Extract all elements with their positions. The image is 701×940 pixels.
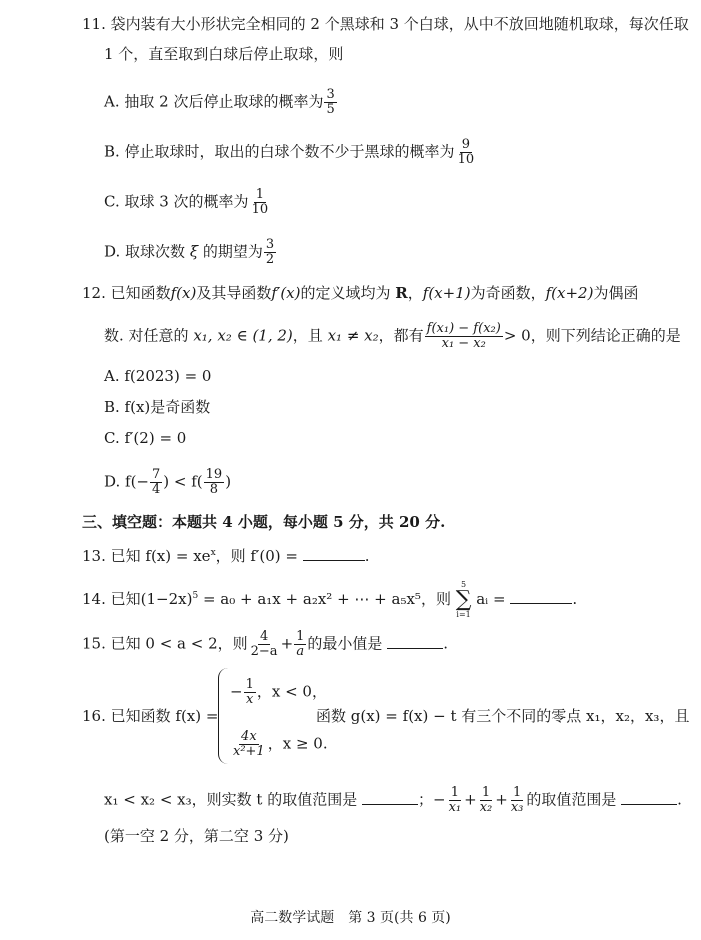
q14-answer-blank[interactable] xyxy=(510,589,572,604)
q13-post: ，则 f′(0) = xyxy=(215,547,298,565)
q14-sig-top: 5 xyxy=(461,580,467,589)
q11-option-b-fraction xyxy=(456,138,477,167)
q12-l2-d: > 0，则下列结论正确的是 xyxy=(503,326,681,345)
q14-pre: 14. 已知(1−2x) xyxy=(82,590,193,608)
q16-c1-sign: − xyxy=(230,682,243,701)
q11-b-den: 10 xyxy=(457,152,475,167)
q12-l1-b: 及其导函数 xyxy=(196,284,272,302)
q15-end: . xyxy=(443,634,448,653)
q11-option-a-text: A. 抽取 2 次后停止取球的概率为 xyxy=(104,92,324,111)
q16-f3 xyxy=(509,786,526,815)
q13-sup: x xyxy=(210,548,216,558)
q16-f2d: x₂ xyxy=(479,800,493,815)
q11-d-num: 3 xyxy=(265,237,275,252)
q15-n1: 4 xyxy=(259,629,269,644)
q14 xyxy=(82,580,577,620)
q16-c1-num: 1 xyxy=(245,677,254,692)
q12-l2-b: ，且 xyxy=(292,326,323,345)
q11-option-c-text: C. 取球 3 次的概率为 xyxy=(104,192,249,211)
q16-answer-blank-2[interactable] xyxy=(621,790,677,805)
q12-l1-d: ， xyxy=(407,284,423,302)
section3-heading: 三、填空题：本题共 4 小题，每小题 5 分，共 20 分. xyxy=(82,513,446,531)
q16-c2-cond: ，x ≥ 0. xyxy=(267,734,328,753)
q16-f1n: 1 xyxy=(450,785,459,800)
q16-c2-den: x²+1 xyxy=(233,744,265,759)
q12-l2-neq: x₁ ≠ x₂ xyxy=(327,326,379,345)
q13-answer-blank[interactable] xyxy=(303,546,365,561)
q16-end: . xyxy=(677,790,682,809)
q12-l2-vars: x₁, x₂ ∈ (1, 2) xyxy=(193,326,293,345)
q11-option-c xyxy=(104,188,271,217)
q12-difference-quotient xyxy=(425,322,503,351)
q12-d-mid: ) < f( xyxy=(163,472,203,491)
q16-piecewise-brace xyxy=(218,668,229,764)
q16-c1-den: x xyxy=(246,692,254,707)
q12-stem-line1 xyxy=(82,283,638,303)
q12-f-x1: f(x+1) xyxy=(422,284,471,302)
q13-end: . xyxy=(364,547,370,565)
q12-stem-line2 xyxy=(104,322,681,351)
q16-l3-pre: x₁ < x₂ < x₃，则实数 t 的取值范围是 xyxy=(104,790,358,809)
q16-line3 xyxy=(104,786,682,815)
q15-d1: 2−a xyxy=(250,644,278,659)
q12-d-pre: D. f(− xyxy=(104,472,149,491)
q14-sig-bot: i=1 xyxy=(456,610,471,619)
q15-pre: 15. 已知 0 < a < 2，则 xyxy=(82,634,248,653)
q12-d-d2: 8 xyxy=(209,482,219,497)
q16-pre: 16. 已知函数 f(x) = xyxy=(82,707,219,725)
q16-l3-semi: ；− xyxy=(417,790,446,809)
q12-option-a: A. f(2023) = 0 xyxy=(104,367,212,385)
q12-d-n1: 7 xyxy=(152,467,161,482)
q11-option-b xyxy=(104,138,477,167)
q12-fprime-x: f′(x) xyxy=(271,284,301,302)
q12-d-frac1 xyxy=(150,468,162,497)
q11-stem-line2: 1 个，直至取到白球后停止取球，则 xyxy=(104,45,344,63)
q16-plus1: + xyxy=(464,790,477,809)
q12-f-x: f(x) xyxy=(170,284,197,302)
q12-frac-num: f(x₁) − f(x₂) xyxy=(426,321,501,336)
q16-f2n: 1 xyxy=(481,785,491,800)
q14-pow: 5 xyxy=(192,591,199,601)
page-footer: 高二数学试题 第 3 页(共 6 页) xyxy=(250,910,451,926)
q11-d-den: 2 xyxy=(265,252,275,267)
q16-case2 xyxy=(230,730,328,759)
q16-answer-blank-1[interactable] xyxy=(362,790,418,805)
q16-f3n: 1 xyxy=(512,785,522,800)
q16-case1 xyxy=(230,678,327,707)
q12-frac-den: x₁ − x₂ xyxy=(441,336,486,351)
q16-f1d: x₁ xyxy=(448,800,462,815)
q15-n2: 1 xyxy=(296,629,305,644)
q16-l3-post: 的取值范围是 xyxy=(526,790,617,809)
q16-f1 xyxy=(447,786,464,815)
q15 xyxy=(82,630,448,659)
q11-option-d-fraction xyxy=(264,238,276,267)
q11-c-num: 1 xyxy=(255,187,264,202)
q12-d-frac2 xyxy=(204,468,225,497)
q13-pre: 13. 已知 f(x) = xe xyxy=(82,547,211,565)
q15-plus: + xyxy=(280,634,294,653)
q14-end: . xyxy=(572,590,578,608)
q14-ai: aᵢ = xyxy=(476,590,506,608)
q12-l1-f: 为偶函 xyxy=(593,284,639,302)
q16-score-note: (第一空 2 分，第二空 3 分) xyxy=(104,827,289,845)
q14-summation xyxy=(456,580,472,620)
q12-f-x2: f(x+2) xyxy=(545,284,594,302)
q16-c1-frac xyxy=(244,678,256,707)
q11-c-den: 10 xyxy=(251,202,269,217)
q11-stem-line1: 11. 袋内装有大小形状完全相同的 2 个黑球和 3 个白球，从中不放回地随机取球，每次任取 xyxy=(82,15,689,33)
q12-l1-e: 为奇函数， xyxy=(470,284,546,302)
q11-a-num: 3 xyxy=(326,87,335,102)
q12-l2-a: 数. 对任意的 xyxy=(104,326,189,345)
q12-option-b: B. f(x)是奇函数 xyxy=(104,398,211,416)
q11-a-den: 5 xyxy=(326,102,335,117)
q12-l2-c: ，都有 xyxy=(378,326,424,345)
q15-frac2 xyxy=(294,630,306,659)
q16-f2 xyxy=(478,786,495,815)
q16-f3d: x₃ xyxy=(510,800,524,815)
q12-real-set: R xyxy=(395,284,408,302)
q11-option-c-fraction xyxy=(250,188,271,217)
q11-option-a-fraction xyxy=(324,88,336,117)
q11-option-d-text2: 的期望为 xyxy=(202,242,263,261)
q15-post: 的最小值是 xyxy=(307,634,383,653)
q14-mid: = a₀ + a₁x + a₂x² + ⋯ + a₅x⁵，则 xyxy=(198,590,451,608)
sigma-icon: ∑ xyxy=(455,587,472,612)
q16-rest: 函数 g(x) = f(x) − t 有三个不同的零点 x₁，x₂，x₃，且 xyxy=(316,707,690,725)
q16-plus2: + xyxy=(495,790,508,809)
q11-b-num: 9 xyxy=(461,137,470,152)
q12-option-c: C. f′(2) = 0 xyxy=(104,429,187,447)
q12-option-d xyxy=(104,468,231,497)
q16-c2-num: 4x xyxy=(241,729,257,744)
q12-l1-c: 的定义域均为 xyxy=(300,284,391,302)
q16-c1-cond: ，x < 0， xyxy=(256,682,327,701)
q12-l1-a: 12. 已知函数 xyxy=(82,284,171,302)
q16-c2-frac xyxy=(231,730,267,759)
q15-frac1 xyxy=(249,630,280,659)
q11-option-d xyxy=(104,238,277,267)
q12-d-n2: 19 xyxy=(205,467,223,482)
q12-d-d1: 4 xyxy=(152,482,161,497)
q11-option-d-text1: D. 取球次数 xyxy=(104,242,186,261)
q11-option-d-var: ξ xyxy=(189,242,199,261)
q15-d2: a xyxy=(296,644,305,659)
q11-option-b-text: B. 停止取球时，取出的白球个数不少于黑球的概率为 xyxy=(104,142,455,161)
q13 xyxy=(82,543,370,566)
q12-d-post: ) xyxy=(225,472,232,491)
q15-answer-blank[interactable] xyxy=(387,634,443,649)
q11-option-a xyxy=(104,88,338,117)
